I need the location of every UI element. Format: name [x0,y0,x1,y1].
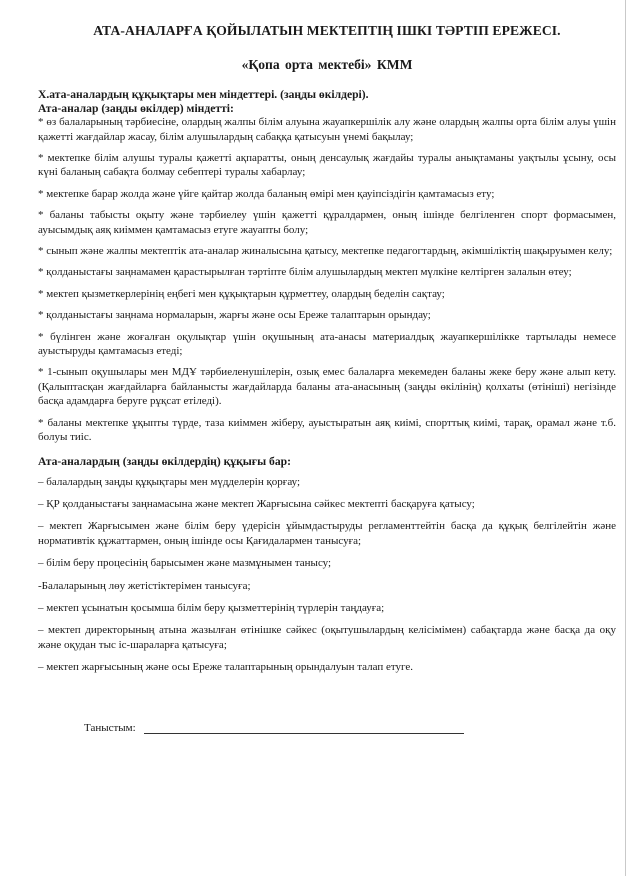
rights-heading: Ата-аналардың (заңды өкілдердің) құқығы бар: [38,454,291,468]
section-heading: Х.ата-аналардың құқықтары мен міндеттері. (заңды өкілдері). [38,88,369,101]
rights-list [38,475,616,675]
document-subtitle: «Қопа орта мектебі» КММ [241,57,413,72]
duty-item: * баланы мектепке ұқыпты түрде, таза киіммен жіберу, ауыстыратын аяқ киімі, спорттық киімі, тарақ, орамал және т.б. болуы тиіс. [38,416,616,444]
right-item: – мектеп жарғысының және осы Ереже талаптарының орындалуын талап етуге. [38,661,414,674]
duty-item: * мектепке білім алушы туралы қажетті ақпаратты, оның денсаулық жағдайы туралы анықтаманы уақтылы ұсыну, осы күні баланың сабақта болмау себептері туралы хабарлау; [38,152,616,179]
duties-heading: Ата-аналар (заңды өкілдер) міндетті: [38,101,234,115]
document-title: АТА-АНАЛАРҒА ҚОЙЫЛАТЫН МЕКТЕПТІҢ ІШКІ ТӘРТІП ЕРЕЖЕСІ. [93,23,561,38]
duty-item: * баланы табысты оқыту және тәрбиелеу үшін қажетті құралдармен, оның ішінде белгіленген спорт формасымен, ауысымдық аяқ киіммен қамтамасыз етуге жауапты болу; [38,209,616,236]
duty-item: * қолданыстағы заңнамамен қарастырылған тәртіпте білім алушылардың мектеп мүлкіне келтірген залалын өтеу; [38,266,572,279]
signature-block [84,721,464,734]
right-item: – мектеп Жарғысымен және білім беру үдерісін ұйымдастыруды регламенттейтін басқа да құқық белгілейтін және нормативтік құжаттармен, оның ішінде осы Қағидалармен танысуға; [38,520,616,547]
duty-item: * мектепке барар жолда және үйге қайтар жолда баланың өмірі мен қауіпсіздігін қамтамасыз ету; [38,187,495,200]
scan-edge-line [625,0,626,876]
duty-item: * сынып және жалпы мектептік ата-аналар жиналысына қатысу, мектепке педагогтардың, әкімшіліктің шақыруымен келу; [38,245,613,258]
duty-item: * қолданыстағы заңнама нормаларын, жарғы және осы Ереже талаптарын орындау; [38,309,431,322]
right-item: – балалардың заңды құқықтары мен мүдделерін қорғау; [38,475,301,488]
duty-item: * өз балаларының тәрбиесіне, олардың жалпы білім алуына жауапкершілік алу және олардың жалпы орта білім алуы үшін қажетті жағдайлар жасау, білім алушылардың сабаққа қатысуын үнемі бақылау; [38,116,616,143]
right-item: – мектеп ұсынатын қосымша білім беру қызметтерінің түрлерін таңдауға; [38,601,385,614]
right-item: – білім беру процесінің барысымен және мазмұнымен танысу; [38,557,332,570]
signature-label: Таныстым: [84,722,136,734]
right-item: -Балаларының лөу жетістіктерімен танысуға; [38,579,251,592]
duty-item: * бүлінген және жоғалған оқулықтар үшін оқушының ата-анасы материалдық жауапкершілікке тартылады немесе ауыстыруды қамтамасыз етеді; [38,330,616,358]
duty-item: * 1-сынып оқушылары мен МДҰ тәрбиеленушілерін, озық емес балаларға мекемеден баланы жеке беру және алып кету. (Қалыптасқан жағдайларға байланысты жағдайларда баланы ата-анасының (заңды өкілінің) қолхаты (өтініші) негізінде басқа адамдарға беруге рұқсат етіледі). [38,366,616,408]
right-item: – ҚР қолданыстағы заңнамасына және мектеп Жарғысына сәйкес мектепті басқаруға қатысу; [38,497,475,510]
duty-item: * мектеп қызметкерлерінің еңбегі мен құқықтарын құрметтеу, олардың беделін сақтау; [38,287,445,300]
right-item: – мектеп директорының атына жазылған өтінішке сәйкес (оқытушылардың келісімімен) сабақтарда және басқа да оқу және оқудан тыс іс-шараларға қатысуға; [38,624,616,651]
signature-line[interactable] [144,721,464,734]
duties-list [38,115,616,444]
